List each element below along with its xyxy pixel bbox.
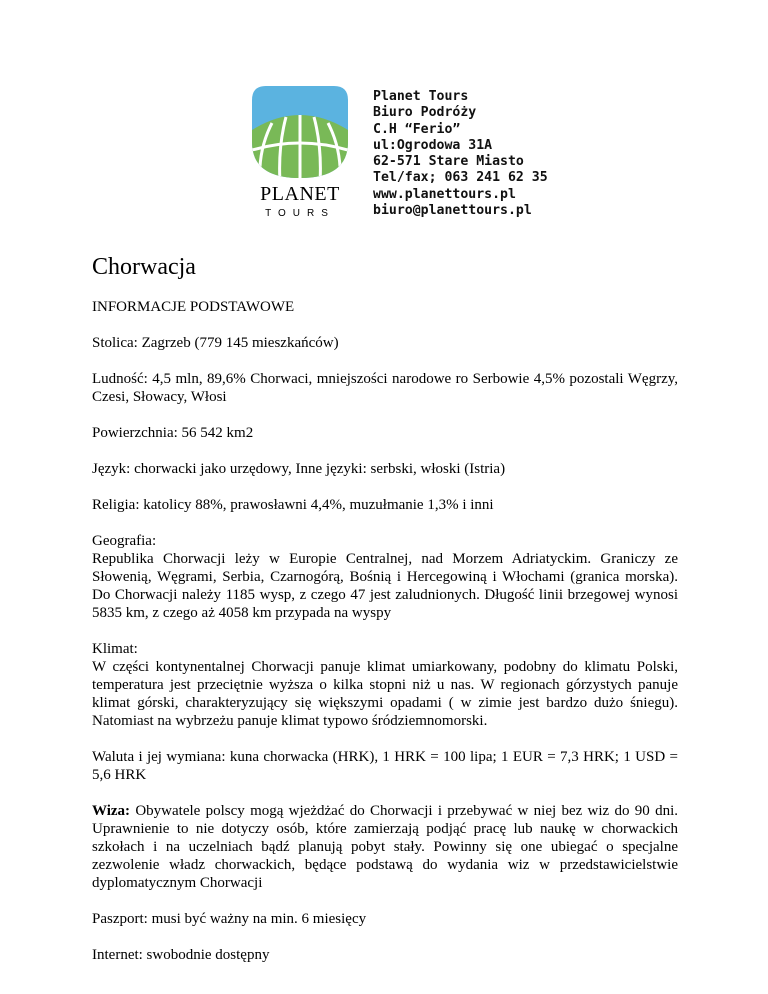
logo-wordmark: PLANET bbox=[260, 183, 340, 205]
website-link[interactable]: www.planettours.pl bbox=[373, 186, 516, 202]
geography-section bbox=[92, 532, 678, 622]
population-info: Ludność: 4,5 mln, 89,6% Chorwaci, mniejszości narodowe ro Serbowie 4,5% pozostali Węgrzy, Czesi, Słowacy, Włosi bbox=[92, 371, 678, 405]
globe-icon bbox=[246, 82, 354, 182]
geography-label: Geografia: bbox=[92, 533, 157, 549]
section-heading: INFORMACJE PODSTAWOWE bbox=[92, 299, 295, 315]
street-address: ul:Ogrodowa 31A bbox=[373, 137, 493, 153]
company-name: Planet Tours bbox=[373, 89, 469, 104]
mall-name: C.H “Ferio” bbox=[373, 121, 461, 137]
currency-info: Waluta i jej wymiana: kuna chorwacka (HRK), 1 HRK = 100 lipa; 1 EUR = 7,3 HRK; 1 USD = 5,6 HRK bbox=[92, 749, 678, 783]
postal-city: 62-571 Stare Miasto bbox=[373, 154, 524, 170]
visa-label: Wiza: bbox=[92, 803, 131, 819]
religion-info: Religia: katolicy 88%, prawosławni 4,4%, muzułmanie 1,3% i inni bbox=[92, 497, 494, 513]
passport-info: Paszport: musi być ważny na min. 6 miesięcy bbox=[92, 911, 367, 927]
capital-info: Stolica: Zagrzeb (779 145 mieszkańców) bbox=[92, 335, 339, 351]
geography-text: Republika Chorwacji leży w Europie Centralnej, nad Morzem Adriatyckim. Graniczy ze Słowenią, Węgrami, Serbia, Czarnogórą, Bośnią i Hercegowiną i Włochami (granica morska). Do Chorwacji należy 1185 wysp, z czego 47 jest zaludnionych. Długość linii brzegowej wynosi 5835 km, z czego aż 4058 km przypada na wyspy bbox=[92, 551, 678, 621]
email-link[interactable]: biuro@planettours.pl bbox=[373, 203, 532, 219]
area-info: Powierzchnia: 56 542 km2 bbox=[92, 425, 254, 441]
company-type: Biuro Podróży bbox=[373, 105, 477, 121]
document-body bbox=[92, 252, 678, 964]
internet-info: Internet: swobodnie dostępny bbox=[92, 947, 270, 963]
language-info: Język: chorwacki jako urzędowy, Inne języki: serbski, włoski (Istria) bbox=[92, 461, 506, 477]
logo-subtitle: TOURS bbox=[265, 208, 335, 219]
contact-block bbox=[373, 89, 633, 219]
climate-label: Klimat: bbox=[92, 641, 138, 657]
climate-section bbox=[92, 640, 678, 730]
climate-text: W części kontynentalnej Chorwacji panuje klimat umiarkowany, podobny do klimatu Polski, temperatura jest przeciętnie wyższa o kilka stopni niż u nas. W regionach górzystych panuje klimat górski, charakteryzujący się większymi opadami ( w zimie jest bardzo dużo śniegu). Natomiast na wybrzeżu panuje klimat typowo śródziemnomorski. bbox=[92, 659, 678, 729]
visa-section bbox=[92, 802, 678, 892]
page-title: Chorwacja bbox=[92, 254, 196, 280]
visa-text: Obywatele polscy mogą wjeżdżać do Chorwacji i przebywać w niej bez wiz do 90 dni. Uprawnienie to nie dotyczy osób, które zamierzają podjąć pracę lub naukę w chorwackich szkołach i na uczelniach bądź planują pobyt stały. Powinny się one ubiegać o specjalne zezwolenie władz chorwackich, będące podstawą do wydania wiz w przedstawicielstwie dyplomatycznym Chorwacji bbox=[92, 803, 678, 891]
planet-tours-logo bbox=[246, 82, 354, 222]
phone: Tel/fax; 063 241 62 35 bbox=[373, 170, 548, 186]
